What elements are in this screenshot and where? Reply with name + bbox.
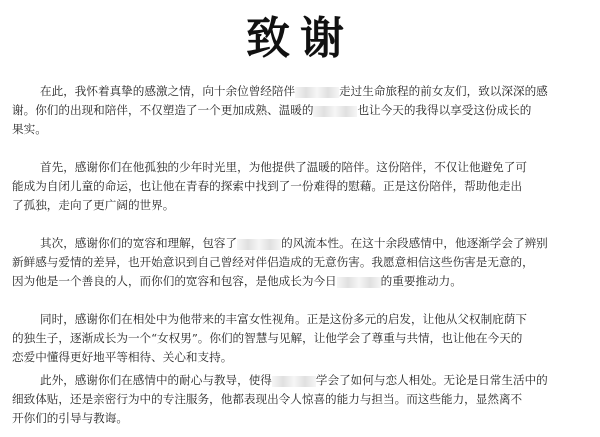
text-segment: 新鲜感与爱情的差异，也开始意识到自己曾经对伴侣造成的无意伤害。我愿意相信这些伤害是无意的， bbox=[12, 255, 534, 269]
text-line bbox=[12, 253, 592, 272]
text-segment: 走过生命旅程的前女友们，致以深深的感 bbox=[339, 84, 548, 98]
redacted-name-blur bbox=[359, 277, 381, 288]
text-line bbox=[12, 234, 592, 253]
text-line bbox=[12, 101, 592, 120]
redacted-name-blur bbox=[294, 376, 316, 387]
paragraph bbox=[12, 234, 592, 291]
text-segment: 谢。你们的出现和陪伴，不仅塑造了一个更加成熟、温暖的 bbox=[12, 103, 314, 117]
text-segment: 也让今天的我得以享受这份成长的 bbox=[357, 103, 532, 117]
text-line bbox=[12, 348, 592, 367]
text-segment: 了孤独，走向了更广阔的世界。 bbox=[12, 198, 175, 212]
redacted-name-blur bbox=[295, 87, 317, 98]
redacted-name-blur bbox=[259, 239, 281, 250]
text-segment: 的风流本性。在这十余段感情中，他逐渐学会了辨别 bbox=[281, 236, 548, 250]
redacted-name-blur bbox=[317, 87, 339, 98]
text-segment: 能成为自闭儿童的命运，也让他在青春的探索中找到了一份难得的慰藉。正是这份陪伴，帮助他走出 bbox=[12, 179, 523, 193]
text-line bbox=[12, 196, 592, 215]
text-segment: 细致体贴，还是亲密行为中的专注服务，他都表现出令人惊喜的能力与担当。而这些能力，显然离不 bbox=[12, 392, 523, 406]
paragraph bbox=[12, 371, 592, 428]
text-segment: 此外，感谢你们在感情中的耐心与教导，使得 bbox=[40, 373, 272, 387]
text-line bbox=[12, 310, 592, 329]
text-segment: 因为他是一个善良的人，而你们的宽容和包容，是他成长为今日 bbox=[12, 274, 337, 288]
text-segment: 的重要推动力。 bbox=[380, 274, 462, 288]
redacted-name-blur bbox=[335, 106, 357, 117]
text-segment: 恋爱中懂得更好地平等相待、关心和支持。 bbox=[12, 350, 233, 364]
text-segment: 果实。 bbox=[12, 122, 47, 136]
text-line bbox=[12, 120, 592, 139]
text-line bbox=[12, 158, 592, 177]
text-line bbox=[12, 390, 592, 409]
text-segment: 的独生子，逐渐成长为一个“女权男”。你们的智慧与见解，让他学会了尊重与共情，也让他在今天的 bbox=[12, 331, 523, 345]
text-line bbox=[12, 272, 592, 291]
redacted-name-blur bbox=[313, 106, 335, 117]
paragraph bbox=[12, 82, 592, 139]
text-segment: 开你们的引导与教诲。 bbox=[12, 411, 128, 425]
redacted-name-blur bbox=[272, 376, 294, 387]
paragraph bbox=[12, 310, 592, 367]
redacted-name-blur bbox=[337, 277, 359, 288]
text-line bbox=[12, 409, 592, 428]
text-segment: 学会了如何与恋人相处。无论是日常生活中的 bbox=[315, 373, 548, 387]
text-line bbox=[12, 177, 592, 196]
paragraph bbox=[12, 158, 592, 215]
text-line bbox=[12, 371, 592, 390]
text-segment: 其次，感谢你们的宽容和理解，包容了 bbox=[40, 236, 238, 250]
text-line bbox=[12, 329, 592, 348]
page-title: 致谢 bbox=[246, 13, 354, 64]
text-segment: 同时，感谢你们在相处中为他带来的丰富女性视角。正是这份多元的启发，让他从父权制庇荫下 bbox=[40, 312, 527, 326]
redacted-name-blur bbox=[237, 239, 259, 250]
text-line bbox=[12, 82, 592, 101]
text-segment: 在此，我怀着真挚的感激之情，向十余位曾经陪伴 bbox=[40, 84, 296, 98]
text-segment: 首先，感谢你们在他孤独的少年时光里，为他提供了温暖的陪伴。这份陪伴，不仅让他避免了可 bbox=[40, 160, 527, 174]
